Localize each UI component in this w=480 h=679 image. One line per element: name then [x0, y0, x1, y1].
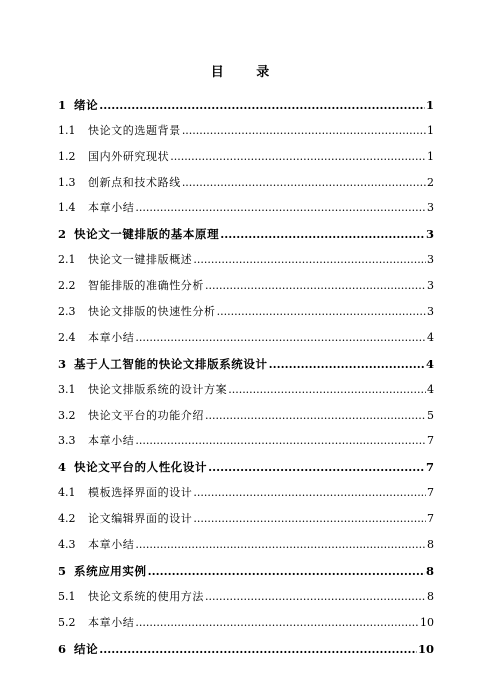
toc-dot-leader — [135, 331, 426, 345]
toc-dot-leader — [193, 486, 426, 500]
toc-entry-page: 7 — [427, 434, 434, 448]
toc-section-entry[interactable] — [58, 578, 434, 604]
toc-entry-label: 系统应用实例 — [74, 563, 147, 578]
toc-chapter-entry[interactable] — [58, 86, 434, 112]
toc-entry-number: 2 — [58, 227, 67, 242]
toc-entry-label: 本章小结 — [88, 201, 135, 215]
toc-entry-number: 4 — [58, 460, 67, 475]
toc-dot-leader — [170, 150, 426, 164]
toc-dot-leader — [182, 124, 426, 138]
toc-entry-label: 基于人工智能的快论文排版系统设计 — [74, 356, 268, 371]
toc-entry-page: 1 — [425, 97, 434, 112]
toc-dot-leader — [193, 253, 426, 267]
toc-entry-number: 3.1 — [58, 382, 76, 396]
toc-section-entry[interactable] — [58, 371, 434, 397]
toc-entry-number: 4.1 — [58, 486, 76, 500]
toc-section-entry[interactable] — [58, 500, 434, 526]
toc-section-entry[interactable] — [58, 474, 434, 500]
toc-entry-number: 2.2 — [58, 279, 76, 293]
toc-entry-number: 6 — [58, 641, 67, 656]
toc-entry-label: 本章小结 — [88, 538, 135, 552]
toc-entry-label: 快论文一键排版的基本原理 — [74, 227, 220, 242]
toc-entry-number: 3.2 — [58, 408, 76, 422]
toc-chapter-entry[interactable] — [58, 448, 434, 474]
toc-entry-label: 本章小结 — [88, 434, 135, 448]
toc-entry-page: 7 — [427, 512, 434, 526]
toc-dot-leader — [205, 279, 426, 293]
toc-chapter-entry[interactable] — [58, 630, 434, 656]
toc-dot-leader — [148, 564, 425, 578]
toc-entry-page: 4 — [425, 356, 434, 371]
toc-dot-leader — [135, 201, 426, 215]
toc-section-entry[interactable] — [58, 397, 434, 423]
toc-dot-leader — [99, 98, 425, 112]
toc-entry-page: 1 — [427, 149, 434, 163]
toc-entry-label: 智能排版的准确性分析 — [88, 279, 204, 293]
toc-entry-number: 4.3 — [58, 538, 76, 552]
toc-entry-page: 4 — [427, 330, 434, 344]
toc-section-entry[interactable] — [58, 526, 434, 552]
toc-entry-page: 8 — [427, 538, 434, 552]
toc-entry-page: 1 — [427, 123, 434, 137]
toc-entry-label: 快论文平台的功能介绍 — [88, 408, 204, 422]
toc-section-entry[interactable] — [58, 241, 434, 267]
toc-entry-page: 10 — [417, 641, 434, 656]
toc-entry-label: 本章小结 — [88, 615, 135, 629]
toc-section-entry[interactable] — [58, 293, 434, 319]
toc-entry-page: 4 — [427, 382, 434, 396]
toc-entry-page: 5 — [427, 408, 434, 422]
toc-entry-label: 绪论 — [74, 97, 99, 112]
toc-section-entry[interactable] — [58, 138, 434, 164]
toc-entry-page: 3 — [427, 253, 434, 267]
toc-dot-leader — [228, 383, 426, 397]
toc-entry-number: 1.4 — [58, 201, 76, 215]
toc-section-entry[interactable] — [58, 164, 434, 190]
toc-entry-number: 5.1 — [58, 589, 76, 603]
toc-entry-page: 7 — [427, 486, 434, 500]
toc-dot-leader — [193, 512, 426, 526]
toc-entry-number: 3 — [58, 356, 67, 371]
toc-entry-label: 本章小结 — [88, 330, 135, 344]
toc-dot-leader — [99, 642, 417, 656]
toc-entry-label: 创新点和技术路线 — [88, 175, 181, 189]
toc-entry-number: 2.3 — [58, 305, 76, 319]
toc-entry-label: 快论文一键排版概述 — [88, 253, 193, 267]
toc-entry-number: 2.4 — [58, 330, 76, 344]
toc-chapter-entry[interactable] — [58, 345, 434, 371]
toc-entry-label: 快论文系统的使用方法 — [88, 589, 204, 603]
toc-entry-label: 快论文平台的人性化设计 — [74, 460, 208, 475]
toc-dot-leader — [182, 176, 426, 190]
toc-entry-page: 8 — [427, 589, 434, 603]
toc-entry-label: 快论文排版系统的设计方案 — [88, 382, 228, 396]
toc-entry-number: 3.3 — [58, 434, 76, 448]
toc-entry-number: 2.1 — [58, 253, 76, 267]
toc-title: 目 录 — [210, 65, 284, 80]
toc-entry-page: 3 — [427, 305, 434, 319]
toc-chapter-entry[interactable] — [58, 552, 434, 578]
toc-section-entry[interactable] — [58, 112, 434, 138]
toc-entry-label: 快论文排版的快速性分析 — [88, 305, 216, 319]
toc-section-entry[interactable] — [58, 319, 434, 345]
toc-entry-number: 5.2 — [58, 615, 76, 629]
toc-dot-leader — [135, 434, 426, 448]
toc-section-entry[interactable] — [58, 190, 434, 216]
toc-entry-page: 10 — [420, 615, 434, 629]
toc-entry-number: 1.1 — [58, 123, 76, 137]
toc-entry-page: 7 — [425, 460, 434, 475]
toc-entry-label: 结论 — [74, 641, 99, 656]
toc-entry-number: 4.2 — [58, 512, 76, 526]
toc-list — [58, 86, 434, 656]
toc-entry-page: 3 — [427, 279, 434, 293]
toc-dot-leader — [205, 590, 426, 604]
toc-entry-number: 1 — [58, 97, 67, 112]
toc-dot-leader — [220, 227, 425, 241]
toc-entry-number: 1.2 — [58, 149, 76, 163]
toc-dot-leader — [208, 460, 425, 474]
toc-dot-leader — [205, 409, 426, 423]
toc-entry-page: 3 — [425, 227, 434, 242]
toc-dot-leader — [217, 305, 426, 319]
toc-entry-label: 国内外研究现状 — [88, 149, 170, 163]
toc-section-entry[interactable] — [58, 423, 434, 449]
toc-dot-leader — [135, 538, 426, 552]
toc-entry-label: 论文编辑界面的设计 — [88, 512, 193, 526]
toc-entry-page: 3 — [427, 201, 434, 215]
toc-entry-number: 1.3 — [58, 175, 76, 189]
toc-entry-label: 模板选择界面的设计 — [88, 486, 193, 500]
toc-entry-page: 8 — [425, 563, 434, 578]
toc-entry-number: 5 — [58, 563, 67, 578]
toc-entry-label: 快论文的选题背景 — [88, 123, 181, 137]
toc-chapter-entry[interactable] — [58, 215, 434, 241]
toc-section-entry[interactable] — [58, 267, 434, 293]
toc-entry-page: 2 — [427, 175, 434, 189]
toc-section-entry[interactable] — [58, 604, 434, 630]
toc-dot-leader — [135, 616, 419, 630]
toc-dot-leader — [269, 357, 425, 371]
